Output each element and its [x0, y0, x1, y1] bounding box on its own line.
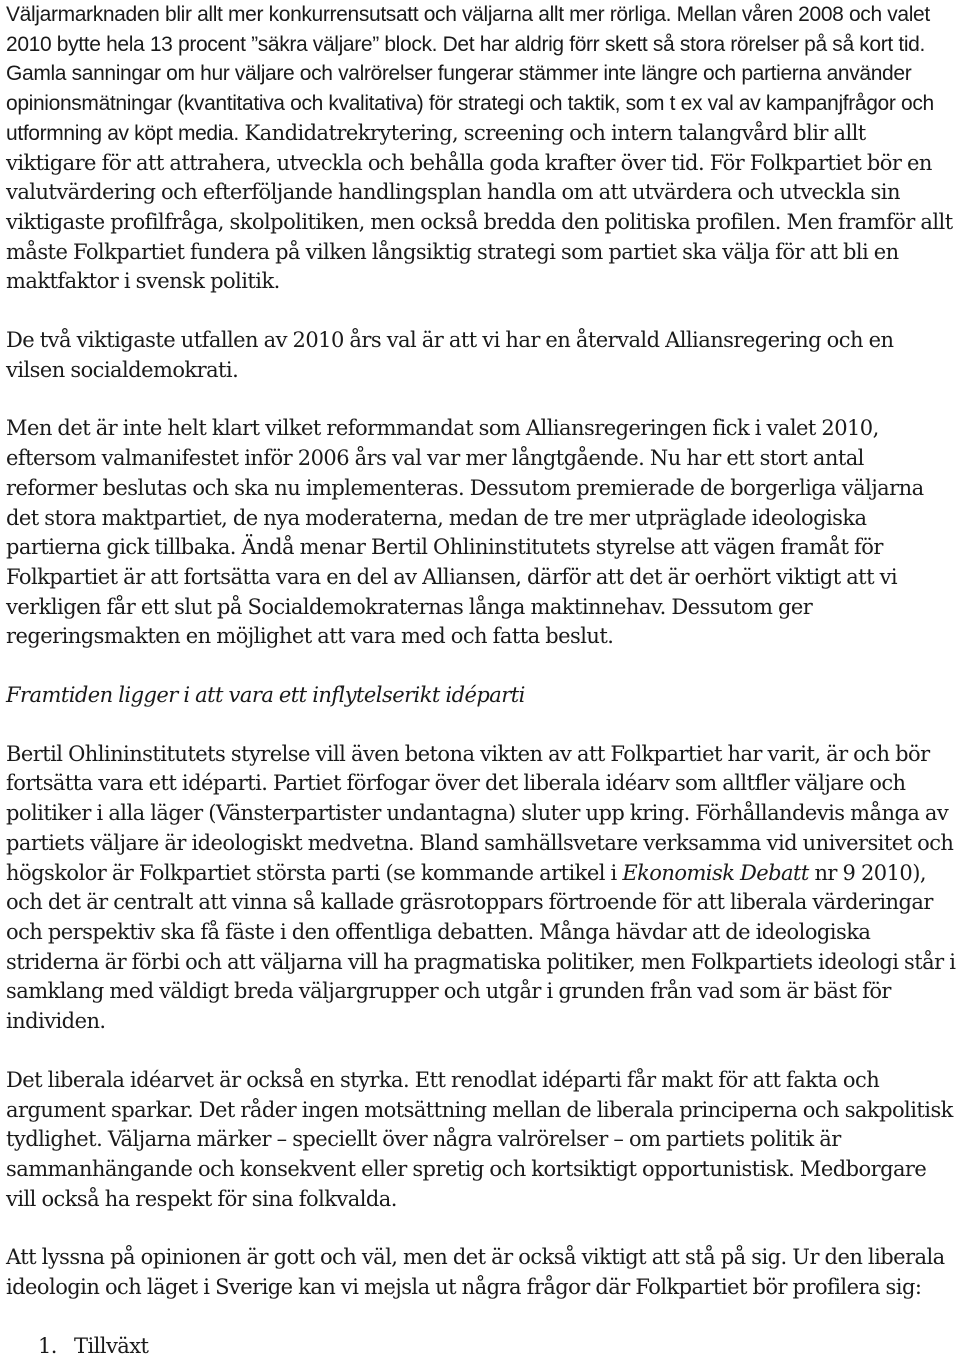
section-heading: Framtiden ligger i att vara ett inflytelserikt idéparti [6, 683, 525, 708]
paragraph-reform-mandate: Men det är inte helt klart vilket reformmandat som Alliansregeringen fick i valet 2010, eftersom valmanifestet inför 2006 års val var mer långtgående. Nu har ett stort antal reformer beslutas och ska nu implementeras. Dessutom premierade de borgerliga väljarna det stora maktpartiet, de nya moderaterna, medan de tre mer utpräglade ideologiska partierna gick tillbaka. Ändå menar Bertil Ohlininstitutets styrelse att vägen framåt för Folkpartiet är att fortsätta vara en del av Alliansen, därför att det är oerhört viktigt att vi verkligen får ett slut på Socialdemokraternas långa maktinnehav. Dessutom ger regeringsmakten en möjlighet att vara med och fatta beslut. [6, 416, 924, 649]
paragraph-gap [6, 1214, 956, 1243]
intro-text-serif: Kandidatrekrytering, screening och intern talangvård blir allt viktigare för att attrahera, utveckla och behålla goda krafter över tid. För Folkpartiet bör en valutvärdering och efterföljande handlingsplan handla om att utvärdera och utveckla sin viktigaste profilfråga, skolpolitiken, men också bredda den politiska profilen. Men framför allt måste Folkpartiet fundera på vilken långsiktig strategi som partiet ska välja för att bli en maktfaktor i svensk politik. [6, 120, 953, 294]
list-item-number: 1. [38, 1333, 57, 1358]
paragraph-gap [6, 297, 956, 326]
idea-party-text-end: nr 9 2010), och det är centralt att vinna så kallade gräsrotoppars förtroende för att liberala värderingar och perspektiv ska få fäste i den offentliga debatten. Många hävdar att de ideologiska striderna är förbi och att väljarna vill ha pragmatiska politiker, men Folkpartiets ideologi står i samklang med väldigt breda väljargrupper och utgår i grunden från vad som är bäst för individen. [6, 860, 956, 1034]
paragraph-gap [6, 1037, 956, 1066]
paragraph-liberal-heritage: Det liberala idéarvet är också en styrka. Ett renodlat idéparti får makt för att fakta och argument sparkar. Det råder ingen motsättning mellan de liberala principerna och sakpolitisk tydlighet. Väljarna märker – speciellt över några valrörelser – om partiets politik är sammanhängande och konsekvent eller spretig och kortsiktigt opportunistisk. Medborgare vill också ha respekt för sina folkvalda. [6, 1067, 953, 1211]
intro-text-sans: Väljarmarknaden blir allt mer konkurrensutsatt och väljarna allt mer rörliga. Mellan våren 2008 och valet 2010 bytte hela 13 procent ”säkra väljare” block. Det har aldrig förr skett så stora rörelser på så kort tid. Gamla sanningar om hur väljare och valrörelser fungerar stämmer inte längre och partierna använder opinionsmätningar (kvantitativa och kvalitativa) för strategi och taktik, som t ex val av kampanjfrågor och utformning av köpt media. [6, 3, 934, 145]
idea-party-text-start: Bertil Ohlininstitutets styrelse vill även betona vikten av att Folkpartiet har varit, är och bör fortsätta vara ett idéparti. Partiet förfogar över det liberala idéarv som alltfler väljare och politiker i alla läger (Vänsterpartister undantagna) sluter upp kring. Förhållandevis många av partiets väljare är ideologiskt medvetna. Bland samhällsvetare verksamma vid universitet och högskolor är Folkpartiet största parti (se kommande artikel i [6, 741, 954, 885]
paragraph-gap [6, 1303, 956, 1332]
priority-list [6, 1332, 956, 1362]
journal-title: Ekonomisk Debatt [622, 860, 809, 885]
intro-paragraph [6, 0, 956, 297]
paragraph-gap [6, 652, 956, 681]
document-page [6, 0, 956, 1361]
paragraph-outcomes: De två viktigaste utfallen av 2010 års val är att vi har en återvald Alliansregering och en vilsen socialdemokrati. [6, 328, 894, 382]
paragraph-idea-party [6, 740, 956, 1037]
paragraph-gap [6, 711, 956, 740]
list-item [6, 1332, 956, 1362]
paragraph-opinion: Att lyssna på opinionen är gott och väl, men det är också viktigt att stå på sig. Ur den liberala ideologin och läget i Sverige kan vi mejsla ut några frågor där Folkpartiet bör profilera sig: [6, 1245, 945, 1300]
list-item-label: Tillväxt [74, 1333, 149, 1358]
paragraph-gap [6, 385, 956, 414]
